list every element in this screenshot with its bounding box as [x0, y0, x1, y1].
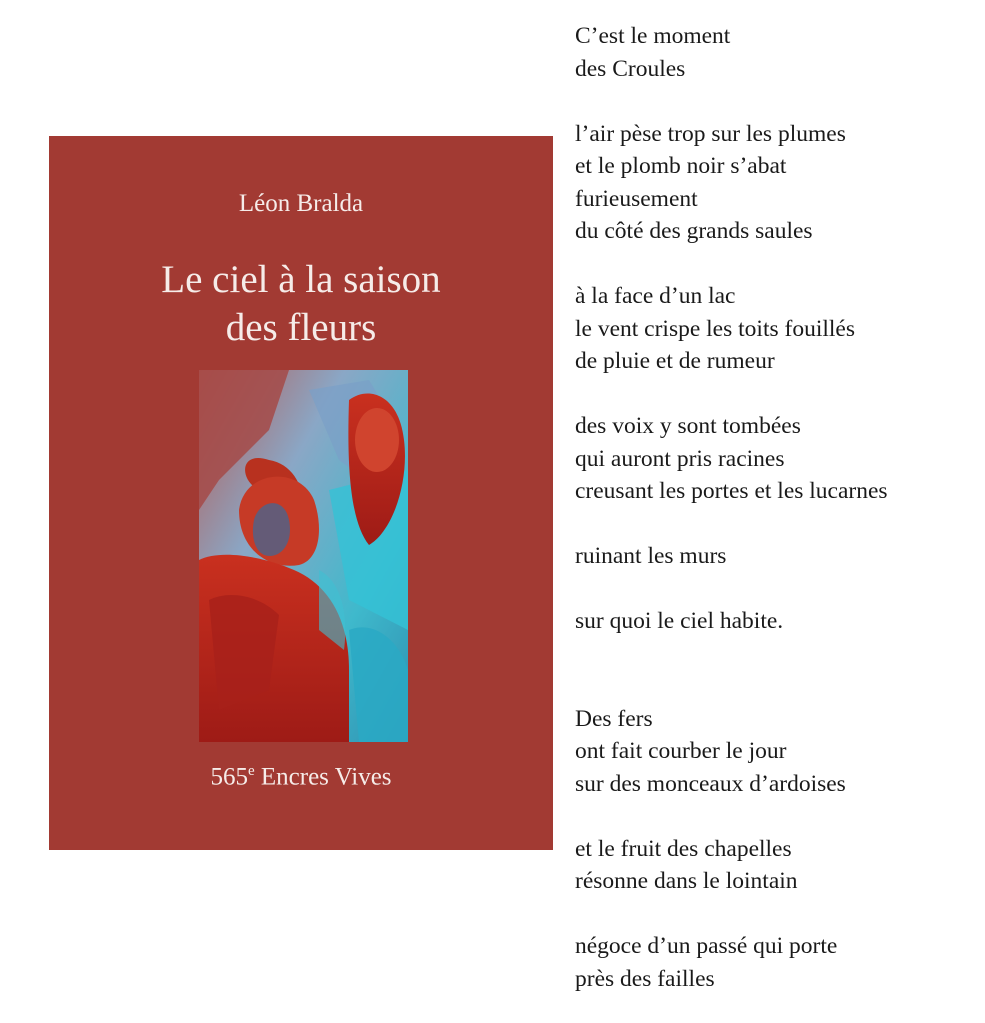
poem-line: ruinant les murs	[575, 543, 727, 569]
cover-title	[49, 256, 553, 352]
poem-line: des Croules	[575, 55, 686, 82]
poem-stanza	[575, 410, 975, 508]
cover-title-line-1: Le ciel à la saison	[161, 258, 441, 301]
cover-painting	[199, 370, 408, 742]
poem-stanza	[575, 703, 975, 801]
poem-line: et le plomb noir s’abat	[575, 153, 787, 179]
poem-line: à la face d’un lac	[575, 283, 736, 309]
cover-publisher: 565e Encres Vives	[210, 763, 392, 791]
poem-line: résonne dans le lointain	[575, 868, 798, 894]
poem-stanza	[575, 20, 975, 85]
poem-line: creusant les portes et les lucarnes	[575, 478, 888, 504]
book-cover	[49, 136, 553, 850]
poem-line: sur quoi le ciel habite.	[575, 608, 784, 634]
poem	[575, 20, 975, 995]
poem-stanza	[575, 118, 975, 248]
poem-line: négoce d’un passé qui porte	[575, 933, 838, 959]
poem-stanza	[575, 540, 975, 573]
poem-line: sur des monceaux d’ardoises	[575, 770, 846, 797]
poem-line: et le fruit des chapelles	[575, 835, 792, 862]
poem-stanza	[575, 280, 975, 378]
poem-line: Des fers	[575, 705, 653, 732]
cover-title-line-2: des fleurs	[225, 306, 377, 349]
poem-line: de pluie et de rumeur	[575, 348, 775, 374]
poem-line: du côté des grands saules	[575, 218, 813, 244]
poem-line: des voix y sont tombées	[575, 413, 801, 439]
poem-line: près des failles	[575, 965, 715, 992]
poem-line: ont fait courber le jour	[575, 738, 787, 764]
poem-line: C’est le moment	[575, 23, 731, 49]
poem-stanza	[575, 833, 975, 898]
poem-stanza	[575, 605, 975, 638]
poem-line: qui auront pris racines	[575, 445, 785, 472]
poem-stanza	[575, 930, 975, 995]
poem-line: l’air pèse trop sur les plumes	[575, 120, 846, 147]
poem-line: le vent crispe les toits fouillés	[575, 315, 855, 342]
cover-author: Léon Bralda	[238, 190, 364, 217]
poem-line: furieusement	[575, 185, 698, 212]
